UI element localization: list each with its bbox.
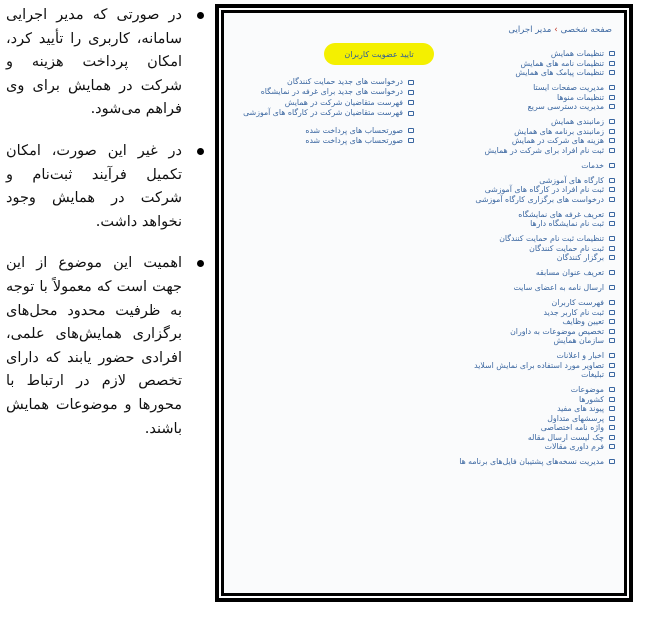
- menu-item-label[interactable]: تنظیمات پیامک های همایش: [515, 68, 604, 78]
- menu-item-label[interactable]: کشورها: [579, 394, 604, 404]
- page-icon: [609, 310, 615, 315]
- menu-item[interactable]: [410, 210, 615, 220]
- menu-item[interactable]: [410, 68, 615, 78]
- menu-item-label[interactable]: تعریف عنوان مسابقه: [535, 268, 604, 278]
- menu-item-label[interactable]: تصاویر مورد استفاده برای نمایش اسلاید: [474, 360, 604, 370]
- menu-item-label[interactable]: فهرست کاربران: [551, 298, 604, 307]
- menu-item[interactable]: [410, 423, 615, 433]
- page-icon: [609, 104, 615, 109]
- bullet-paragraph: [6, 252, 182, 441]
- menu-item[interactable]: [410, 395, 615, 405]
- page-icon: [609, 221, 615, 226]
- menu-item[interactable]: [410, 268, 615, 278]
- menu-item[interactable]: [410, 146, 615, 156]
- page-icon: [609, 236, 615, 241]
- menu-item-label[interactable]: تعیین وظایف: [562, 317, 604, 327]
- menu-item-label[interactable]: تنظیمات همایش: [550, 49, 604, 58]
- menu-item-label[interactable]: فهرست متقاضیان شرکت در همایش: [284, 97, 403, 107]
- menu-item-label[interactable]: پرسشهای متداول: [547, 413, 604, 423]
- document-text-column: [6, 4, 206, 459]
- page-icon: [609, 329, 615, 334]
- paragraph-text: اهمیت این موضوع از این جهت است که معمولاً با توجه به ظرفیت محدود محل‌های برگزاری همایش‌های علمی، افرادی حضور یابند که دارای تخصص لازم در ارتباط با محورها و موضوعات همایش باشند.: [6, 255, 182, 437]
- menu-item-label[interactable]: چک لیست ارسال مقاله: [527, 432, 604, 442]
- menu-item[interactable]: [410, 308, 615, 318]
- menu-item-label[interactable]: تعریف غرفه های نمایشگاه: [518, 209, 604, 219]
- page-icon: [609, 319, 615, 324]
- paragraph-text: در غیر این صورت، امکان تکمیل فرآیند ثبت‌نام و شرکت در همایش وجود نخواهد داشت.: [6, 142, 182, 230]
- menu-item-label[interactable]: سازمان همایش: [553, 336, 604, 346]
- page-icon: [609, 148, 615, 153]
- page-icon: [609, 187, 615, 192]
- menu-item[interactable]: [410, 59, 615, 69]
- menu-item[interactable]: [410, 185, 615, 195]
- menu-item[interactable]: [410, 161, 615, 171]
- menu-item-label[interactable]: تخصیص موضوعات به داوران: [510, 326, 604, 336]
- menu-item[interactable]: [234, 136, 414, 146]
- page-icon: [609, 459, 615, 464]
- page-icon: [609, 406, 615, 411]
- menu-item[interactable]: [410, 127, 615, 137]
- menu-item[interactable]: [234, 108, 414, 118]
- menu-item[interactable]: [410, 234, 615, 244]
- menu-item-label[interactable]: مدیریت صفحات ایستا: [533, 83, 604, 93]
- page-icon: [609, 416, 615, 421]
- menu-item-label[interactable]: خدمات: [581, 160, 604, 170]
- menu-item-label[interactable]: فهرست متقاضیان شرکت در کارگاه های آموزشی: [243, 108, 403, 118]
- menu-item[interactable]: [410, 283, 615, 293]
- breadcrumb: [508, 25, 612, 35]
- page-icon: [609, 435, 615, 440]
- menu-item-label[interactable]: ثبت نام حمایت کنندگان: [529, 243, 604, 253]
- menu-item-label[interactable]: ارسال نامه به اعضای سایت: [513, 283, 604, 293]
- admin-side-menu: [410, 49, 615, 467]
- menu-item-label[interactable]: ثبت نام افراد در کارگاه های آموزشی: [484, 185, 604, 195]
- menu-item-label[interactable]: ثبت نام افراد برای شرکت در همایش: [484, 145, 604, 155]
- page-icon: [609, 255, 615, 260]
- bullet-paragraph: [6, 140, 182, 234]
- page-icon: [609, 212, 615, 217]
- page-icon: [609, 70, 615, 75]
- menu-item[interactable]: [410, 336, 615, 346]
- menu-item[interactable]: [410, 442, 615, 452]
- breadcrumb-home[interactable]: صفحه شخصی: [560, 25, 612, 35]
- page-icon: [609, 363, 615, 368]
- page-icon: [609, 246, 615, 251]
- page-icon: [609, 138, 615, 143]
- menu-item-label[interactable]: تنظیمات ثبت نام حمایت کنندگان: [499, 234, 604, 244]
- page-icon: [609, 338, 615, 343]
- page-icon: [609, 85, 615, 90]
- menu-item[interactable]: [410, 385, 615, 395]
- bullet-icon: [197, 12, 204, 19]
- menu-item-label[interactable]: هزینه های شرکت در همایش: [511, 136, 604, 146]
- menu-item-label[interactable]: تنظیمات منوها: [556, 92, 604, 102]
- breadcrumb-current[interactable]: مدیر اجرایی: [508, 25, 552, 35]
- menu-item[interactable]: [410, 219, 615, 229]
- menu-item[interactable]: [234, 126, 414, 136]
- menu-item-label[interactable]: درخواست های جدید برای غرفه در نمایشگاه: [260, 87, 403, 97]
- paragraph-text: در صورتی که مدیر اجرایی سامانه، کاربری را تأیید کرد، امکان پرداخت هزینه و شرکت در همایش برای وی فراهم می‌شود.: [6, 7, 182, 118]
- menu-item[interactable]: [410, 253, 615, 263]
- menu-item[interactable]: [410, 361, 615, 371]
- page-icon: [609, 129, 615, 134]
- page-icon: [609, 444, 615, 449]
- menu-item[interactable]: [410, 244, 615, 254]
- menu-group-gap: [234, 119, 414, 126]
- menu-item-label[interactable]: درخواست های برگزاری کارگاه آموزشی: [475, 194, 604, 204]
- page-icon: [609, 119, 615, 124]
- menu-item-label[interactable]: موضوعات: [570, 385, 604, 395]
- approve-users-link[interactable]: تایید عضویت کاربران: [344, 49, 414, 59]
- menu-item-label[interactable]: زمانبندی برنامه های همایش: [514, 126, 604, 136]
- menu-item[interactable]: [410, 176, 615, 186]
- page-icon: [609, 425, 615, 430]
- page-icon: [609, 372, 615, 377]
- menu-item[interactable]: [410, 49, 615, 59]
- menu-item[interactable]: [410, 457, 615, 467]
- bullet-icon: [197, 148, 204, 155]
- menu-item[interactable]: [234, 77, 414, 87]
- menu-item[interactable]: [410, 298, 615, 308]
- menu-item[interactable]: [410, 117, 615, 127]
- menu-item-label[interactable]: تبلیغات: [581, 370, 604, 380]
- page-icon: [609, 51, 615, 56]
- screenshot-border: [219, 8, 629, 598]
- menu-item[interactable]: [410, 351, 615, 361]
- menu-item-label[interactable]: ثبت نام کاربر جدید: [543, 307, 604, 317]
- menu-item-label[interactable]: درخواست های جدید حمایت کنندگان: [287, 77, 403, 86]
- menu-item-label[interactable]: زمانبندی همایش: [551, 117, 604, 127]
- page-icon: [609, 353, 615, 358]
- menu-item-label[interactable]: فرم داوری مقالات: [544, 442, 604, 452]
- menu-item-label[interactable]: برگزار کنندگان: [556, 253, 604, 263]
- menu-item-label[interactable]: اخبار و اعلانات: [556, 351, 604, 361]
- menu-item[interactable]: [410, 102, 615, 112]
- menu-item-label[interactable]: پیوند های مفید: [557, 404, 604, 414]
- menu-item[interactable]: [410, 327, 615, 337]
- menu-item[interactable]: [234, 87, 414, 97]
- menu-item-label[interactable]: تنظیمات نامه های همایش: [520, 58, 604, 68]
- admin-panel: [224, 13, 624, 593]
- menu-item[interactable]: [234, 98, 414, 108]
- menu-item[interactable]: [410, 83, 615, 93]
- menu-item-label[interactable]: صورتحساب های پرداخت شده: [305, 125, 403, 135]
- menu-item[interactable]: [410, 136, 615, 146]
- menu-item-label[interactable]: واژه نامه اختصاصی: [540, 423, 604, 433]
- page-icon: [609, 178, 615, 183]
- menu-item[interactable]: [410, 195, 615, 205]
- breadcrumb-separator-icon: ›: [554, 25, 558, 35]
- menu-item-label[interactable]: مدیریت نسخه‌های پشتیبان فایل‌های برنامه ها: [459, 457, 604, 467]
- menu-item-label[interactable]: مدیریت دسترسی سریع: [527, 102, 604, 112]
- page-icon: [609, 95, 615, 100]
- page-icon: [609, 300, 615, 305]
- menu-item-label[interactable]: صورتحساب های پرداخت شده: [305, 135, 403, 145]
- menu-item[interactable]: [410, 93, 615, 103]
- menu-item-label[interactable]: کارگاه های آموزشی: [539, 175, 604, 185]
- page-icon: [609, 387, 615, 392]
- bullet-paragraph: [6, 4, 182, 122]
- menu-item[interactable]: [410, 414, 615, 424]
- menu-item[interactable]: [410, 317, 615, 327]
- page-icon: [609, 270, 615, 275]
- menu-item[interactable]: [410, 433, 615, 443]
- page-icon: [609, 197, 615, 202]
- menu-item[interactable]: [410, 370, 615, 380]
- menu-item[interactable]: [410, 404, 615, 414]
- requests-menu: [234, 77, 414, 146]
- bullet-icon: [197, 260, 204, 267]
- page-icon: [609, 61, 615, 66]
- page-icon: [609, 397, 615, 402]
- page-icon: [609, 163, 615, 168]
- bullet-list: [6, 4, 206, 441]
- screenshot-frame: [215, 4, 633, 602]
- menu-item-label[interactable]: ثبت نام نمایشگاه دارها: [530, 219, 604, 229]
- page-icon: [609, 285, 615, 290]
